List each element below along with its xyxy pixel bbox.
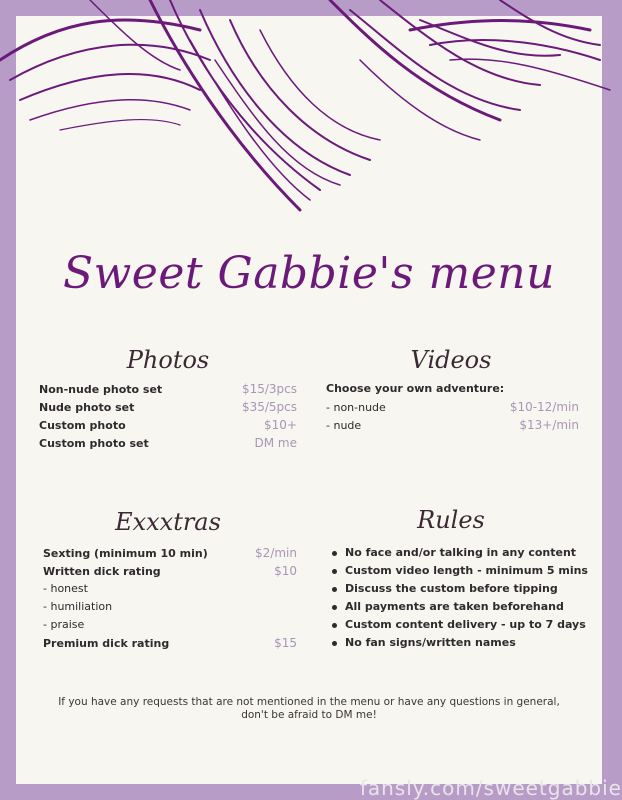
list-item: Premium dick rating $15 bbox=[43, 636, 297, 650]
extras-heading: Exxxtras bbox=[115, 508, 221, 536]
menu-title: Sweet Gabbie's menu bbox=[63, 248, 555, 299]
list-item: Written dick rating $10 bbox=[43, 564, 297, 578]
list-item: No face and/or talking in any content bbox=[345, 546, 605, 564]
rules-heading: Rules bbox=[417, 506, 485, 534]
list-item: Discuss the custom before tipping bbox=[345, 582, 605, 600]
watermark: fansly.com/sweetgabbie bbox=[359, 776, 622, 800]
rules-list bbox=[329, 546, 605, 654]
list-item: - nude $13+/min bbox=[326, 418, 579, 432]
footer-note bbox=[36, 696, 582, 722]
list-item: Custom video length - minimum 5 mins bbox=[345, 564, 605, 582]
extras-list bbox=[43, 546, 297, 654]
footer-line-1: If you have any requests that are not mentioned in the menu or have any questions in general, bbox=[58, 696, 560, 708]
videos-heading: Videos bbox=[410, 346, 492, 374]
footer-line-2: don't be afraid to DM me! bbox=[241, 709, 377, 721]
videos-list bbox=[326, 382, 579, 436]
list-item: - non-nude $10-12/min bbox=[326, 400, 579, 414]
list-item: Nude photo set $35/5pcs bbox=[39, 400, 297, 414]
list-item: Custom content delivery - up to 7 days bbox=[345, 618, 605, 636]
list-item: - praise bbox=[43, 618, 85, 631]
list-item: Custom photo $10+ bbox=[39, 418, 297, 432]
photos-heading: Photos bbox=[126, 346, 210, 374]
list-item: - honest bbox=[43, 582, 88, 595]
photos-list bbox=[39, 382, 297, 454]
list-item: Non-nude photo set $15/3pcs bbox=[39, 382, 297, 396]
list-item: No fan signs/written names bbox=[345, 636, 605, 654]
list-item: All payments are taken beforehand bbox=[345, 600, 605, 618]
list-item: Sexting (minimum 10 min) $2/min bbox=[43, 546, 297, 560]
list-item: Custom photo set DM me bbox=[39, 436, 297, 450]
videos-intro: Choose your own adventure: bbox=[326, 382, 505, 395]
list-item: - humiliation bbox=[43, 600, 113, 613]
menu-page bbox=[16, 16, 622, 800]
feather-illustration bbox=[0, 0, 618, 230]
